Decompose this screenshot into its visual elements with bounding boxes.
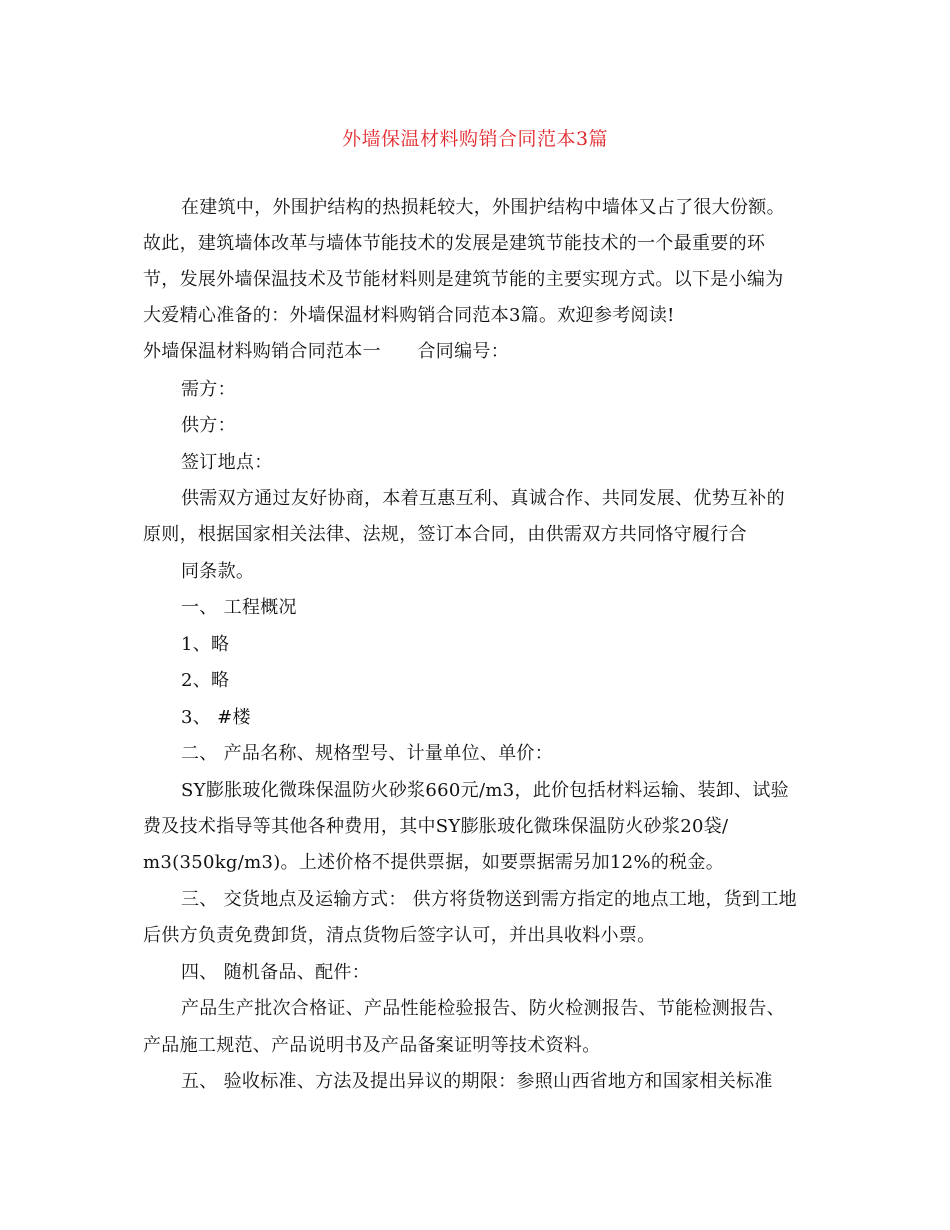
paragraph-line: 费及技术指导等其他各种费用，其中SY膨胀玻化微珠保温防火砂浆20袋/ [143,816,729,837]
document-title: 外墙保温材料购销合同范本3篇 [341,128,609,150]
paragraph-line: SY膨胀玻化微珠保温防火砂浆660元/m3，此价包括材料运输、装卸、试验 [181,780,789,801]
supplier-field: 供方： [181,415,236,436]
section-heading: 五、 验收标准、方法及提出异议的期限：参照山西省地方和国家相关标准 [181,1071,773,1092]
section-heading: 四、 随机备品、配件： [181,962,371,983]
signing-location-field: 签订地点： [181,452,273,473]
section-heading: 二、 产品名称、规格型号、计量单位、单价： [181,743,554,764]
paragraph-line: 节，发展外墙保温技术及节能材料则是建筑节能的主要实现方式。以下是小编为 [143,269,784,290]
paragraph-line: 大爱精心准备的：外墙保温材料购销合同范本3篇。欢迎参考阅读! [143,305,675,326]
contract-heading: 外墙保温材料购销合同范本一 合同编号： [143,341,509,362]
section-heading: 三、 交货地点及运输方式： 供方将货物送到需方指定的地点工地，货到工地 [181,889,797,910]
paragraph-line: m3(350kg/m3)。上述价格不提供票据，如要票据需另加12%的税金。 [143,852,725,873]
paragraph-line: 供需双方通过友好协商，本着互惠互利、真诚合作、共同发展、优势互补的 [181,488,785,509]
list-item: 1、略 [181,634,230,655]
list-item: 3、 #楼 [181,707,251,728]
paragraph-line: 产品施工规范、产品说明书及产品备案证明等技术资料。 [143,1035,601,1056]
paragraph-line: 在建筑中，外围护结构的热损耗较大，外围护结构中墙体又占了很大份额。 [181,197,785,218]
paragraph-line: 故此，建筑墙体改革与墙体节能技术的发展是建筑节能技术的一个最重要的环 [143,233,766,254]
paragraph-line: 产品生产批次合格证、产品性能检验报告、防火检测报告、节能检测报告、 [181,998,785,1019]
section-heading: 一、 工程概况 [181,597,297,618]
list-item: 2、略 [181,670,230,691]
paragraph-line: 同条款。 [181,561,255,582]
paragraph-line: 后供方负责免费卸货，清点货物后签字认可，并出具收料小票。 [143,925,656,946]
buyer-field: 需方： [181,379,236,400]
paragraph-line: 原则，根据国家相关法律、法规，签订本合同，由供需双方共同恪守履行合 [143,524,747,545]
